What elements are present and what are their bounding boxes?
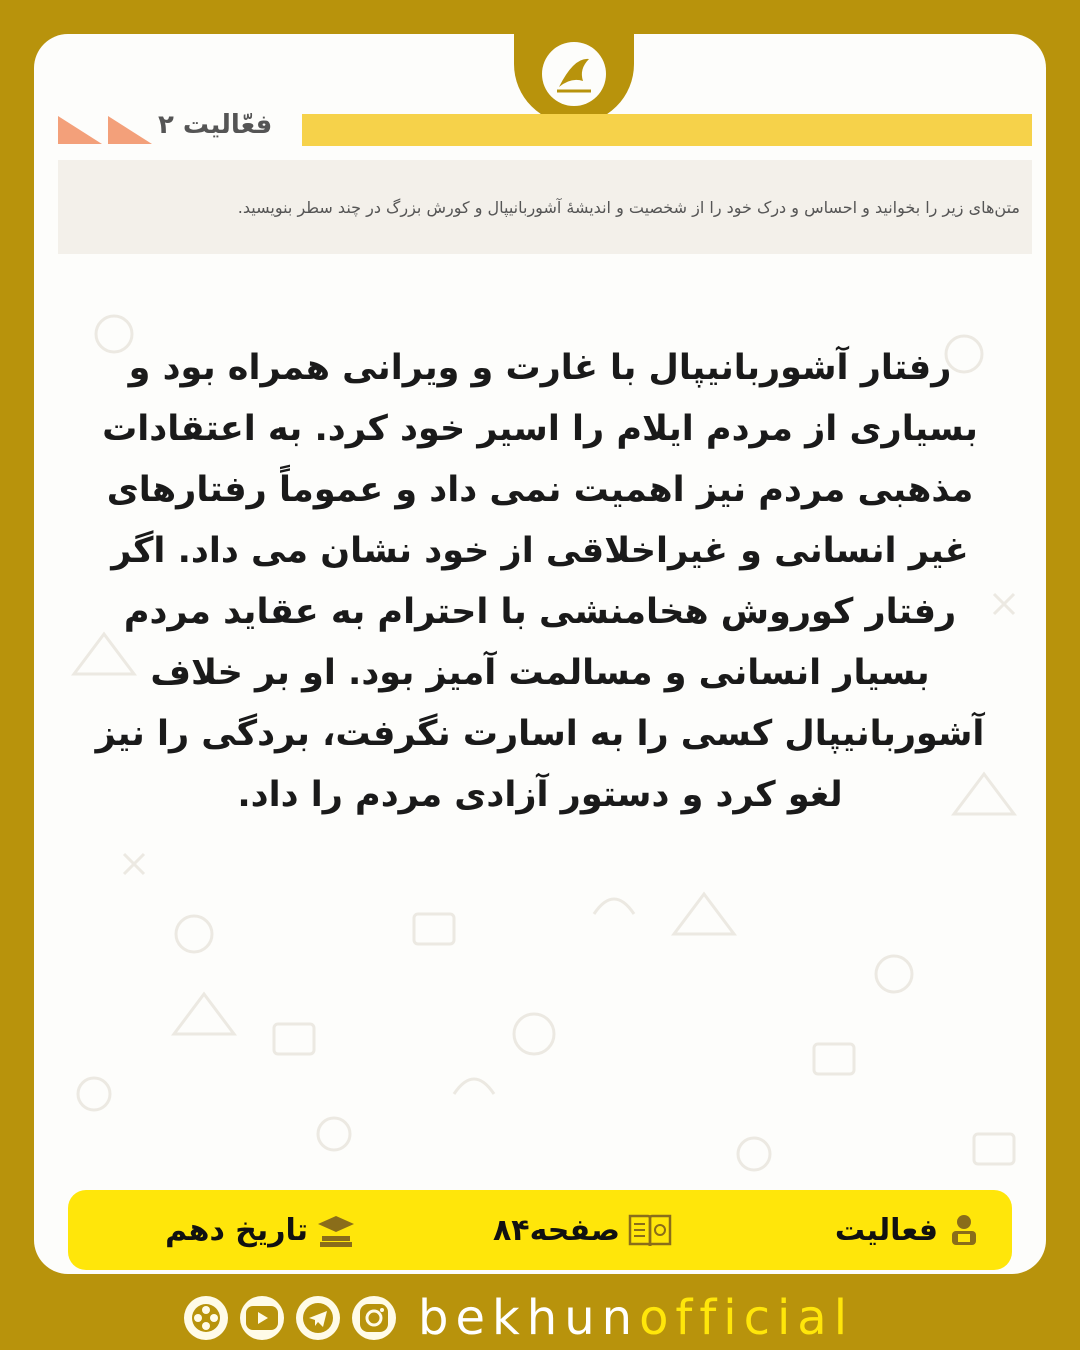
brand-handle	[418, 1290, 854, 1346]
passage-line: رفتار کوروش هخامنشی با احترام به عقاید مردم	[123, 592, 957, 632]
passage-text	[90, 338, 990, 826]
header-triangle-1	[58, 116, 102, 144]
book-icon	[628, 1212, 672, 1248]
passage-line: بسیار انسانی و مسالمت آمیز بود. او بر خلاف	[150, 653, 930, 693]
instagram-icon[interactable]	[352, 1296, 396, 1340]
social-footer	[184, 1290, 854, 1346]
brand-handle-part1: bekhun	[418, 1290, 640, 1346]
footer-page	[493, 1208, 672, 1252]
footer-page-label: صفحه۸۴	[492, 1212, 620, 1248]
activity-title: فعّالیت ۲	[158, 110, 273, 140]
footer-subject-label: تاریخ دهم	[165, 1212, 308, 1248]
telegram-icon[interactable]	[296, 1296, 340, 1340]
youtube-icon[interactable]	[240, 1296, 284, 1340]
film-reel-icon[interactable]	[184, 1296, 228, 1340]
passage-line: لغو کرد و دستور آزادی مردم را داد.	[237, 775, 843, 815]
graduation-cap-icon	[316, 1212, 356, 1248]
passage-line: غیر انسانی و غیراخلاقی از خود نشان می داد. اگر	[111, 531, 969, 571]
passage-line: مذهبی مردم نیز اهمیت نمی داد و عموماً رفتارهای	[106, 470, 974, 510]
passage-line: بسیاری از مردم ایلام را اسیر خود کرد. به اعتقادات	[102, 409, 978, 449]
activity-header	[58, 112, 1032, 148]
brand-logo-icon	[539, 39, 609, 109]
header-triangle-2	[108, 116, 152, 144]
footer-activity-label: فعالیت	[834, 1212, 938, 1248]
brand-handle-part2: official	[639, 1290, 855, 1346]
footer-info-bar	[68, 1190, 1012, 1270]
instruction-box	[58, 160, 1032, 254]
footer-subject	[165, 1208, 356, 1252]
teacher-icon	[946, 1212, 982, 1248]
passage-line: رفتار آشوربانیپال با غارت و ویرانی همراه بود و	[128, 348, 952, 388]
footer-activity	[835, 1208, 982, 1252]
instruction-text: متن‌های زیر را بخوانید و احساس و درک خود را از شخصیت و اندیشهٔ آشوربانیپال و کورش بزرگ در چند سطر بنویسید.	[237, 198, 1020, 217]
passage-line: آشوربانیپال کسی را به اسارت نگرفت، بردگی را نیز	[95, 714, 985, 754]
header-yellow-strip	[302, 114, 1032, 146]
